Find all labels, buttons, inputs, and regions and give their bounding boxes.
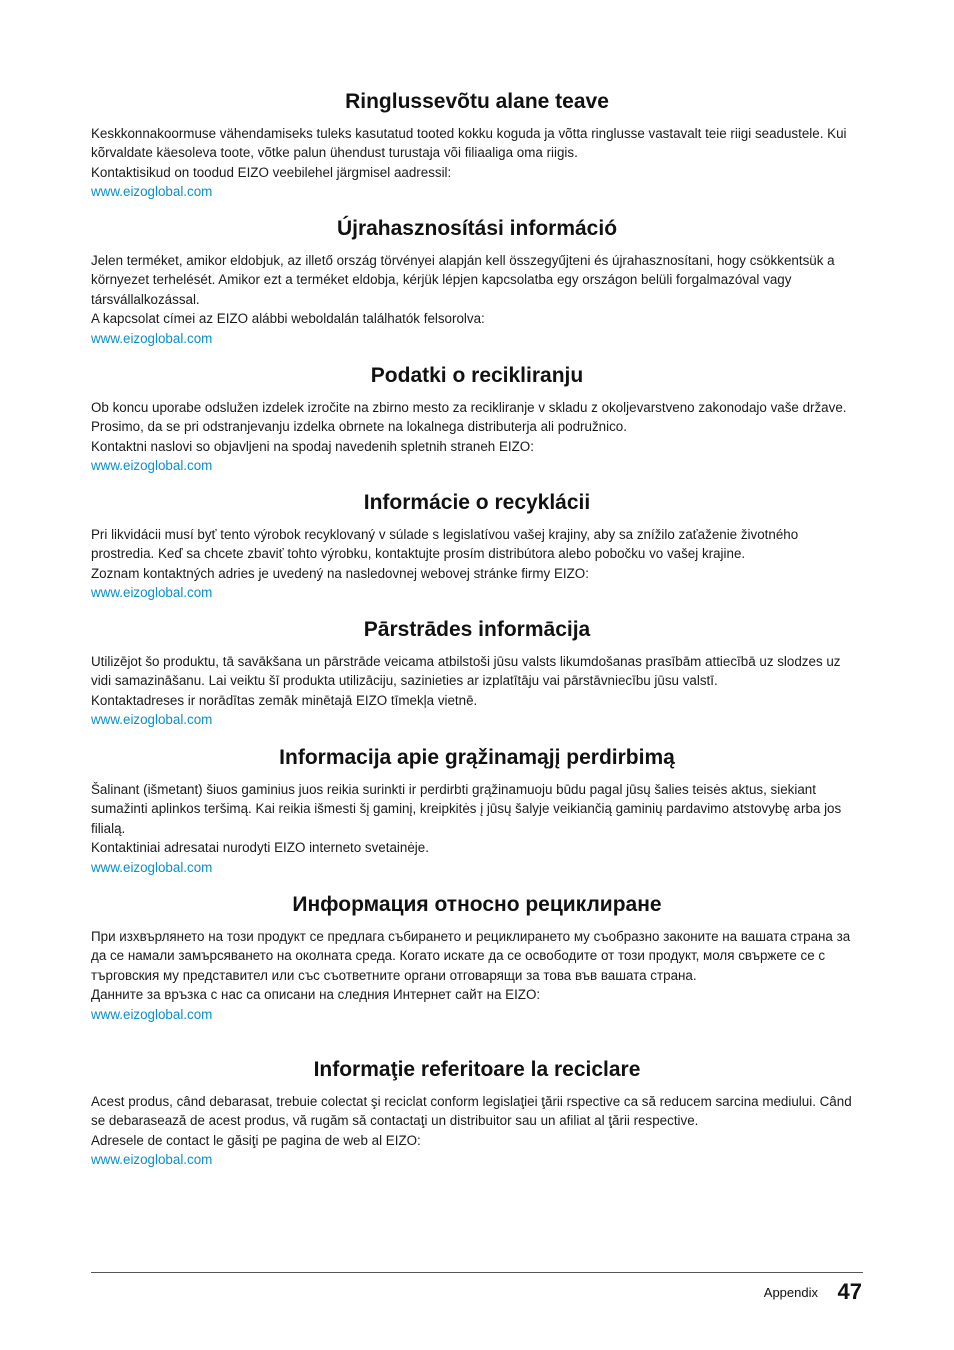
website-link[interactable]: www.eizoglobal.com [91,184,213,200]
paragraph: Kontaktadreses ir norādītas zemāk minētajā EIZO tīmekļa vietnē. [91,692,478,708]
section-slovenian [91,363,863,476]
paragraph: Šalinant (išmetant) šiuos gaminius juos reikia surinkti ir perdirbti grąžinamuoju būdu pagal jūsų šalies teisės aktus, siekiant sumažinti aplinkos teršimą. Kai reikia išmesti šį gaminį, kreipkitės į jūsų šalyje veikiančią gaminių pardavimo atstovybę arba jos filialą. [91,782,842,836]
website-link[interactable]: www.eizoglobal.com [91,1152,213,1168]
section-title: Informácie o recyklácii [363,491,591,514]
website-link[interactable]: www.eizoglobal.com [91,859,213,875]
section-body [91,652,863,730]
paragraph: Kontaktisikud on toodud EIZO veebilehel järgmisel aadressil: [91,164,452,180]
paragraph: Jelen terméket, amikor eldobjuk, az illető ország törvényei alapján kell összegyűjteni és újrahasznosítani, hogy csökkentsük a környezet terhelését. Amikor ezt a terméket eldobja, kérjük lépjen kapcsolatba egy országon belüli forgalmazóval vagy társvállalkozással. [91,253,835,307]
section-romanian [91,1057,863,1170]
section-title: Újrahasznosítási információ [336,217,618,240]
paragraph: Pri likvidácii musí byť tento výrobok recyklovaný v súlade s legislatívou vašej krajiny, aby sa znížilo zaťaženie životného prostredia. Keď sa chcete zbaviť tohto výrobku, kontaktujte prosím distribútora alebo pobočku vo vašej krajine. [91,527,799,562]
section-body [91,927,863,1024]
section-body [91,1092,863,1170]
website-link[interactable]: www.eizoglobal.com [91,585,213,601]
section-title: Informaţie referitoare la reciclare [313,1058,641,1081]
paragraph: Utilizējot šo produktu, tā savākšana un pārstrāde veicama atbilstoši jūsu valsts likumdošanas prasībām attiecībā uz slodzes uz vidi samazināšanu. Lai veiktu šī produkta utilizāciju, sazinieties ar izplatītāju vai pārstāvniecību jūsu valstī. [91,654,841,689]
footer-section-label: Appendix [763,1285,818,1300]
paragraph: При изхвърлянето на този продукт се предлага събирането и рециклирането му съобразно законите на вашата страна за да се намали замърсяването на околната среда. Когато искате да се освободите от този продукт, моля свържете се с търговския му представител или със съответните органи отговарящи за това във вашата страна. [91,929,851,983]
section-bulgarian [91,892,863,1024]
section-title: Informacija apie grąžinamąjį perdirbimą [279,746,675,769]
footer-divider [91,1272,863,1273]
section-body [91,251,863,348]
section-title: Podatki o recikliranju [370,364,584,387]
paragraph: Adresele de contact le găsiţi pe pagina de web al EIZO: [91,1132,421,1148]
website-link[interactable]: www.eizoglobal.com [91,330,213,346]
section-latvian [91,617,863,730]
website-link[interactable]: www.eizoglobal.com [91,1006,213,1022]
paragraph: A kapcsolat címei az EIZO alábbi weboldalán találhatók felsorolva: [91,311,485,327]
section-hungarian [91,216,863,348]
section-slovak [91,490,863,603]
website-link[interactable]: www.eizoglobal.com [91,712,213,728]
paragraph: Kontaktni naslovi so objavljeni na spodaj navedenih spletnih straneh EIZO: [91,438,534,454]
section-body [91,398,863,476]
section-lithuanian [91,745,863,877]
section-title: Информация относно рециклиране [292,893,662,916]
paragraph: Kontaktiniai adresatai nurodyti EIZO interneto svetainėje. [91,840,429,856]
paragraph: Acest produs, când debarasat, trebuie colectat şi reciclat conform legislaţiei ţării rspective ca să reducem sarcina mediului. Când se debarasează de acest produs, vă rugăm să contactaţi un distribuitor sau un afiliat al ţării respective. [91,1094,852,1129]
page-number: 47 [837,1279,862,1304]
section-body [91,780,863,877]
section-estonian [91,89,863,202]
paragraph: Данните за връзка с нас са описани на следния Интернет сайт на EIZO: [91,987,541,1003]
section-body [91,525,863,603]
section-title: Ringlussevõtu alane teave [345,90,609,113]
paragraph: Zoznam kontaktných adries je uvedený na nasledovnej webovej stránke firmy EIZO: [91,565,589,581]
website-link[interactable]: www.eizoglobal.com [91,458,213,474]
section-title: Pārstrādes informācija [363,618,591,641]
section-body [91,124,863,202]
paragraph: Ob koncu uporabe odslužen izdelek izročite na zbirno mesto za recikliranje v skladu z okoljevarstveno zakonodajo vaše države. Prosimo, da se pri odstranjevanju izdelka obrnete na lokalnega distributerja ali podružnico. [91,400,847,435]
paragraph: Keskkonnakoormuse vähendamiseks tuleks kasutatud tooted kokku koguda ja võtta ringlusse vastavalt teie riigi seadustele. Kui kõrvaldate käesoleva toote, võtke palun ühendust turustaja või filiaaliga oma riigis. [91,126,847,161]
